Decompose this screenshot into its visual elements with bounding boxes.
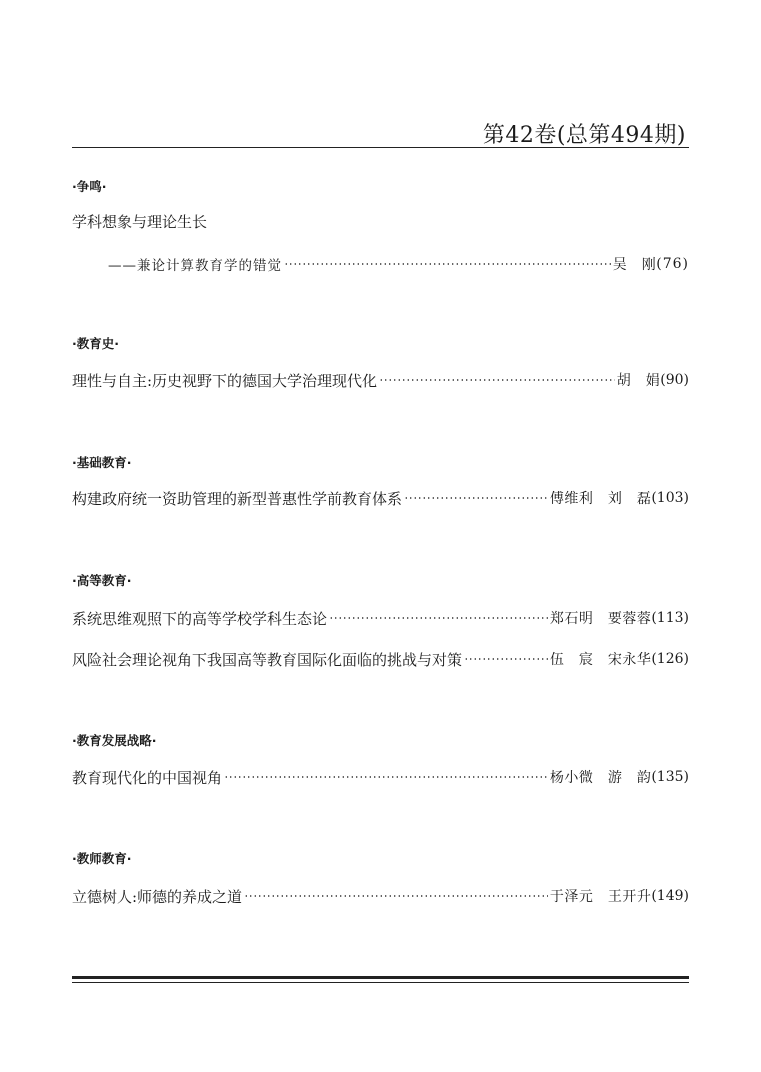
entry-title: 系统思维观照下的高等学校学科生态论 bbox=[72, 609, 328, 628]
entry-page: (135) bbox=[651, 769, 689, 785]
header-title: 第42卷(总第494期) bbox=[482, 123, 686, 148]
section-label: ·教育史· bbox=[72, 336, 119, 351]
entry-title: 立德树人:师德的养成之道 bbox=[72, 887, 243, 906]
dot-leader bbox=[404, 497, 548, 499]
section-label: ·争鸣· bbox=[72, 179, 107, 194]
toc-entry[interactable] bbox=[108, 253, 689, 275]
toc-entry[interactable] bbox=[72, 369, 689, 391]
entry-authors: 傅维利 刘 磊 bbox=[549, 491, 652, 507]
footer-rule-thin bbox=[72, 982, 689, 983]
entry-page: (90) bbox=[660, 372, 689, 388]
entry-authors: 胡 娟 bbox=[616, 373, 661, 389]
dot-leader bbox=[284, 263, 611, 265]
dot-leader bbox=[329, 617, 548, 619]
footer-rule-thick bbox=[72, 976, 689, 979]
dot-leader bbox=[244, 895, 548, 897]
entry-page: (113) bbox=[651, 610, 689, 626]
entry-subtitle: ——兼论计算教育学的错觉 bbox=[108, 258, 282, 274]
dot-leader bbox=[224, 776, 548, 778]
entry-title: 构建政府统一资助管理的新型普惠性学前教育体系 bbox=[72, 489, 403, 508]
entry-authors: 伍 宸 宋永华 bbox=[549, 652, 652, 668]
entry-page: (103) bbox=[651, 490, 689, 506]
entry-page: (76) bbox=[656, 256, 689, 272]
section-label: ·教师教育· bbox=[72, 851, 132, 866]
toc-entry[interactable] bbox=[72, 487, 689, 509]
header-rule bbox=[72, 147, 689, 148]
toc-entry[interactable] bbox=[72, 766, 689, 788]
toc-entry[interactable] bbox=[72, 607, 689, 629]
entry-title: 学科想象与理论生长 bbox=[72, 212, 208, 231]
dot-leader bbox=[464, 658, 548, 660]
section-label: ·高等教育· bbox=[72, 573, 132, 588]
entry-title: 教育现代化的中国视角 bbox=[72, 768, 223, 787]
entry-title: 风险社会理论视角下我国高等教育国际化面临的挑战与对策 bbox=[72, 650, 463, 669]
section-label: ·基础教育· bbox=[72, 455, 132, 470]
entry-authors: 吴 刚 bbox=[612, 257, 657, 273]
section-label: ·教育发展战略· bbox=[72, 733, 157, 748]
entry-authors: 郑石明 要蓉蓉 bbox=[549, 611, 652, 627]
entry-page: (149) bbox=[651, 888, 689, 904]
entry-page: (126) bbox=[651, 651, 689, 667]
dot-leader bbox=[379, 379, 615, 381]
toc-entry[interactable] bbox=[72, 885, 689, 907]
toc-entry[interactable] bbox=[72, 210, 689, 232]
entry-authors: 于泽元 王开升 bbox=[549, 889, 652, 905]
entry-title: 理性与自主:历史视野下的德国大学治理现代化 bbox=[72, 371, 378, 390]
entry-authors: 杨小微 游 韵 bbox=[549, 770, 652, 786]
toc-entry[interactable] bbox=[72, 648, 689, 670]
